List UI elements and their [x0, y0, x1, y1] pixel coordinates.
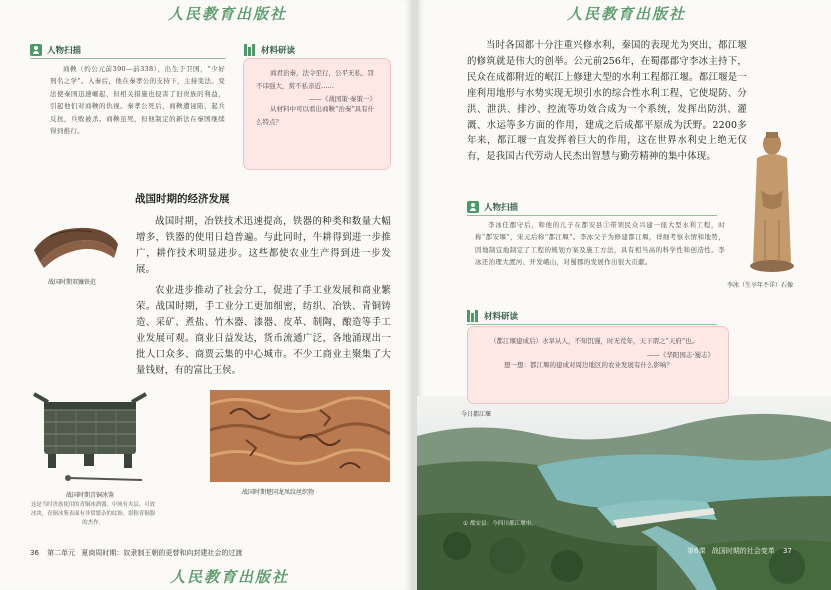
statue-caption: 李冰（生卒年不详）石像 [727, 282, 794, 289]
paragraph-commerce: 农业进步推动了社会分工，促进了手工业发展和商业繁荣。战国时期，手工业分工更加细密，纺织、冶铁、青铜铸造、采矿、煮盐、竹木器、漆器、皮革、制陶、酿造等手工业发展可观。商业日益发达，货币流通广泛，各地涌现出一批人口众多、商贾云集的中心城市。不少工商业主聚集了大量钱财，有的富比王侯。 [136, 285, 391, 376]
paragraph-dujiangyan: 当时各国都十分注重兴修水利，秦国的表现尤为突出，都江堰的修筑就是伟大的创举。公元前256年，在蜀郡郡守李冰主持下，民众在成都附近的岷江上修建大型的水利工程都江堰。都江堰是一座利用地形与水势实现无坝引水的综合性水利工程，它使堤防、分洪、泄洪、排沙、控流等功效合成为一个系统，发挥出防洪、灌溉、水运等多方面的作用，建成之后成都平原成为沃野。2200多年来，都江堰一直发挥着巨大的作用，这在世界水利史上绝无仅有，是我国古代劳动人民杰出智慧与勤劳精神的集中体现。 [467, 40, 747, 163]
material-quote: （都江堰建成后）水旱从人，不知饥馑，时无荒年，天下谓之“天府”也。 [490, 337, 699, 345]
unit-title: 夏商周时期：奴隶制王朝的更替和向封建社会的过渡 [81, 549, 243, 557]
person-scan-text [50, 63, 225, 137]
material-title: 材料研读 [484, 312, 519, 322]
person-scan-text [475, 219, 725, 268]
section-rule [467, 324, 717, 325]
material-question: 从材料中可以看出商鞅“治秦”具有什么特点？ [256, 105, 375, 126]
material-title: 材料研读 [261, 46, 296, 56]
left-page-number: 36 [30, 549, 39, 557]
person-scan-paragraph: 商鞅（约公元前390—前338），出生于卫国，“少好刑名之学”。入秦后，他在秦孝公的支持下，主持变法。变法使秦国迅速崛起，但相关措施也侵害了旧贵族的利益，引起他们对商鞅的仇视。秦孝公死后，商鞅遭诬陷，起兵反抗，兵败被杀。商鞅虽死，但他制定的新法在秦国继续得到推行。 [50, 65, 225, 136]
publisher-logo-bottom: 人民教育出版社 [170, 568, 290, 586]
body-text-2 [136, 283, 391, 378]
material-quote-box [467, 326, 729, 404]
bronze-caption: 战国时期青铜冰鉴 [66, 492, 115, 499]
person-scan-title: 人物扫描 [484, 203, 519, 213]
paragraph-iron: 战国时期，冶铁技术迅速提高，铁器的种类和数量大幅增多，铁器的使用日趋普遍。与此同时，牛耕得到进一步推广，耕作技术明显进步。这些都使农业生产得到进一步发展。 [136, 216, 391, 275]
material-source: ——《战国策·秦策一》 [308, 95, 376, 104]
bronze-note: 这是当时贵族使用的青铜冰酒器。中间有夹层，可放冰块，青铜冰鉴表面有非常繁杂的纹饰，堪称青铜器的杰作。 [31, 502, 155, 526]
section-rule [467, 215, 717, 216]
dujiangyan-photo [417, 396, 831, 590]
li-bing-statue-image [747, 130, 797, 275]
material-header [244, 44, 295, 56]
person-scan-header [30, 44, 81, 56]
person-icon [467, 201, 479, 213]
material-header [467, 310, 518, 322]
publisher-logo: 人民教育出版社 [567, 5, 687, 23]
right-page [417, 0, 831, 590]
left-footer [30, 548, 242, 558]
lesson-title: 战国时期的社会变革 [711, 547, 775, 555]
material-quote: 商君治秦，法令至行，公平无私，罚不讳强大，赏不私亲近…… [256, 69, 374, 90]
left-page [0, 0, 412, 590]
lesson-label: 第6课 [687, 547, 706, 555]
bronze-ice-vessel-image [30, 380, 150, 490]
body-text-1 [136, 214, 391, 278]
publisher-logo: 人民教育出版社 [168, 5, 288, 23]
material-icon [467, 310, 479, 322]
dujiangyan-text [467, 38, 747, 165]
material-question: 想一想：都江堰的建成对周边地区的农业发展有什么影响？ [504, 360, 673, 369]
person-icon [30, 44, 42, 56]
silk-fabric-image [210, 390, 390, 482]
right-footer [687, 546, 792, 556]
silk-caption: 战国时期楚国龙凤纹丝织物 [242, 489, 315, 496]
person-scan-header [467, 201, 518, 213]
plough-caption: 战国时期双镰铁范 [48, 279, 97, 286]
material-icon [244, 44, 256, 56]
section-heading: 战国时期的经济发展 [135, 193, 230, 205]
right-page-number: 37 [782, 547, 792, 555]
person-scan-paragraph: 李冰任郡守后，和他的儿子在都安县①带领民众兴建一座大型水利工程，时称“都安堰”，宋元后称“都江堰”。李冰父子为修建都江堰，详细考察水情和地势，因地制宜地制定了工程的规划方案及施工方法，具有相当高的科学性和创造性。李冰还治理大渡河、开发峨山，对蜀郡的发展作出很大贡献。 [475, 221, 725, 266]
material-quote-box [243, 58, 391, 170]
person-scan-title: 人物扫描 [47, 46, 82, 56]
photo-label: 今日都江堰 [461, 411, 492, 418]
material-source: ——《华阳国志·蜀志》 [646, 350, 714, 359]
footnote: ① 都安县：今四川都江堰市。 [463, 521, 537, 527]
unit-label: 第二单元 [47, 549, 76, 557]
section-rule [30, 58, 226, 59]
iron-plough-mold-image [30, 222, 120, 274]
